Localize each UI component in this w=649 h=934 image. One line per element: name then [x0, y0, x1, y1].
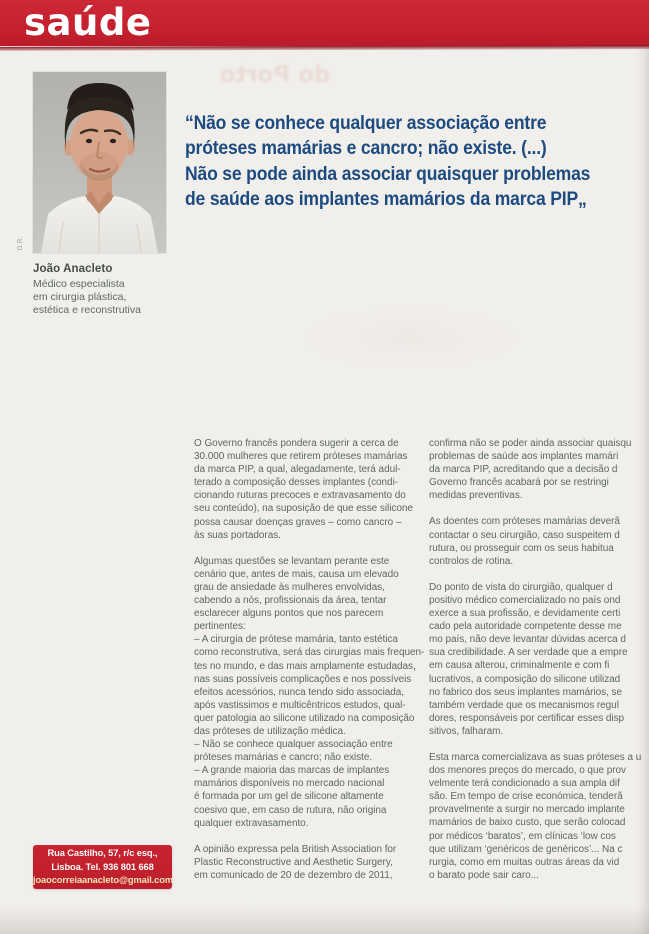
article-column-right	[429, 437, 649, 895]
text-line: dos menores preços do mercado, o que prov	[429, 765, 626, 777]
text-line: que utilizam ‘genéricos de genéricos’... Na c	[429, 843, 623, 855]
text-line: – Não se conhece qualquer associação entre	[194, 739, 393, 751]
text-line: lucrativos, a composição do silicone utilizad	[429, 673, 621, 685]
paragraph	[194, 437, 428, 542]
text-line: exerce a sua profissão, e devidamente certi	[429, 608, 621, 620]
text-line: no fabrico dos seus implantes mamários, se	[429, 686, 622, 698]
text-line: Plastic Reconstructive and Aesthetic Surgery,	[194, 856, 393, 868]
text-line: efeitos acessórios, nunca tendo sido associada,	[194, 686, 405, 698]
text-line: Do ponto de vista do cirurgião, qualquer d	[429, 581, 613, 593]
text-line: sua credibilidade. A ser verdade que a empre	[429, 647, 628, 659]
portrait-photo-image	[33, 72, 166, 253]
section-title: saúde	[24, 1, 152, 44]
text-line: possa causar doenças graves – como cancro –	[194, 516, 402, 528]
section-header-band	[0, 0, 649, 46]
text-line: rutura, ou prosseguir com os seus habitua	[429, 542, 614, 554]
text-line: Governo francês acabará por se restringi	[429, 477, 609, 489]
paragraph	[429, 581, 649, 738]
text-line: Algumas questões se levantam perante este	[194, 555, 390, 567]
text-line: próteses mamárias e cancro; não existe. (...)	[185, 137, 547, 160]
paragraph	[429, 437, 649, 502]
photo-credit-label: D.R.	[18, 236, 24, 250]
text-line: O Governo francês pondera sugerir a cerca de	[194, 438, 399, 449]
text-line: mo país, não deve levantar dúvidas acerca d	[429, 634, 626, 646]
text-line: qualquer extravasamento.	[194, 817, 309, 829]
paragraph	[194, 843, 428, 882]
text-line: nas suas possíveis complicações e nos possíveis	[194, 673, 412, 685]
text-line: Rua Castilho, 57, r/c esq.,	[47, 848, 158, 858]
paragraph	[194, 555, 428, 830]
text-line: próteses mamárias e cancro; não existe.	[194, 752, 373, 764]
text-line: em comunicado de 20 de dezembro de 2011,	[194, 869, 393, 881]
text-line: joaocorreiaanacleto@gmail.com	[33, 875, 173, 885]
text-line: por médicos ‘baratos’, em clínicas ‘low cos	[429, 830, 616, 842]
text-line: da marca PIP, a qual, alegadamente, terá adul-	[194, 464, 401, 476]
text-line: controlos de rotina.	[429, 555, 514, 567]
text-line: das próteses de utilização médica.	[194, 725, 346, 737]
text-line: cenário que, antes de mais, causa um elevado	[194, 568, 399, 580]
text-line: da marca PIP, acreditando que a decisão d	[429, 464, 618, 476]
text-line: cionando ruturas precoces e extravasamento do	[194, 490, 406, 502]
page-showthrough-text: do Porto	[219, 62, 331, 88]
portrait-photo	[33, 72, 166, 253]
text-line: dores, responsáveis por certificar esses disp	[429, 712, 625, 724]
text-line: sitivos, falharam.	[429, 725, 504, 737]
text-line: confirma não se poder ainda associar quaisqu	[429, 438, 632, 449]
text-line: A opinião expressa pela British Association for	[194, 843, 397, 855]
text-line: coesivo que, em caso de rutura, não origina	[194, 804, 387, 816]
text-line: é formada por um gel de silicone altamente	[194, 791, 384, 803]
text-line: contactar o seu cirurgião, caso suspeitem d	[429, 529, 620, 541]
text-line: cabendo a nós, profissionais da área, tentar	[194, 595, 387, 607]
text-line: terado a composição desses implantes (condi-	[194, 477, 399, 489]
text-line: esclarecer alguns pontos que nos parecem	[194, 608, 384, 620]
text-line: – A cirurgia de prótese mamária, tanto estética	[194, 634, 398, 646]
text-line: estética e reconstrutiva	[33, 304, 141, 316]
page-showthrough-blur	[300, 308, 520, 368]
text-line: – A grande maioria das marcas de implantes	[194, 765, 390, 777]
text-line: medidas preventivas.	[429, 490, 523, 502]
text-line: problemas de saúde aos implantes mamári	[429, 451, 619, 463]
text-line: Não se pode ainda associar quaisquer problemas	[185, 162, 591, 185]
paragraph	[429, 751, 649, 882]
contact-box	[33, 845, 172, 889]
text-line: “Não se conhece qualquer associação entre	[185, 112, 547, 134]
text-line: Lisboa. Tel. 936 801 668	[51, 861, 154, 872]
paragraph	[429, 515, 649, 567]
text-line: positivo médico comercializado no país ond	[429, 594, 621, 606]
text-line: mamários disponíveis no mercado nacional	[194, 778, 385, 790]
text-line: mamários de baixo custo, que serão colocad	[429, 817, 626, 829]
text-line: o barato pode sair caro...	[429, 869, 539, 881]
text-line: 30.000 mulheres que retirem próteses mamárias	[194, 451, 408, 463]
text-line: cado pela autoridade competente desse me	[429, 621, 622, 633]
text-line: Esta marca comercializava as suas próteses a u	[429, 751, 642, 763]
profile-title	[33, 278, 141, 317]
pull-quote	[185, 111, 649, 213]
text-line: após vastissimos e multicêntricos estudos, qual-	[194, 699, 406, 711]
article-column-left	[194, 437, 428, 895]
text-line: As doentes com próteses mamárias deverã	[429, 516, 620, 528]
text-line: pertinentes:	[194, 621, 246, 633]
text-line: em cirurgia plástica,	[33, 291, 127, 303]
profile-name: João Anacleto	[33, 263, 113, 275]
text-line: também verdade que os mecanismos regul	[429, 699, 619, 711]
text-line: são. Em tempo de crise económica, tenderã	[429, 791, 623, 803]
text-line: como reconstrutiva, será das cirurgias mais frequen-	[194, 647, 425, 659]
text-line: rurgia, como em muitas outras áreas da vid	[429, 856, 620, 868]
text-line: quer patologia ao silicone utilizado na composição	[194, 712, 415, 724]
text-line: grau de ansiedade às mulheres envolvidas,	[194, 581, 385, 593]
text-line: às suas portadoras.	[194, 529, 281, 541]
text-line: em causa alterou, criminalmente e com fi	[429, 660, 610, 672]
text-line: de saúde aos implantes mamários da marca PIP„	[185, 188, 587, 211]
text-line: tes no mundo, e das mais amplamente estudadas,	[194, 660, 416, 672]
text-line: seu conteúdo), na suposição de que esse silicone	[194, 503, 413, 515]
text-line: provavelmente a surgir no mercado implante	[429, 804, 625, 816]
text-line: velmente terá condicionado a sua ampla dif	[429, 778, 620, 790]
text-line: Médico especialista	[33, 278, 125, 290]
